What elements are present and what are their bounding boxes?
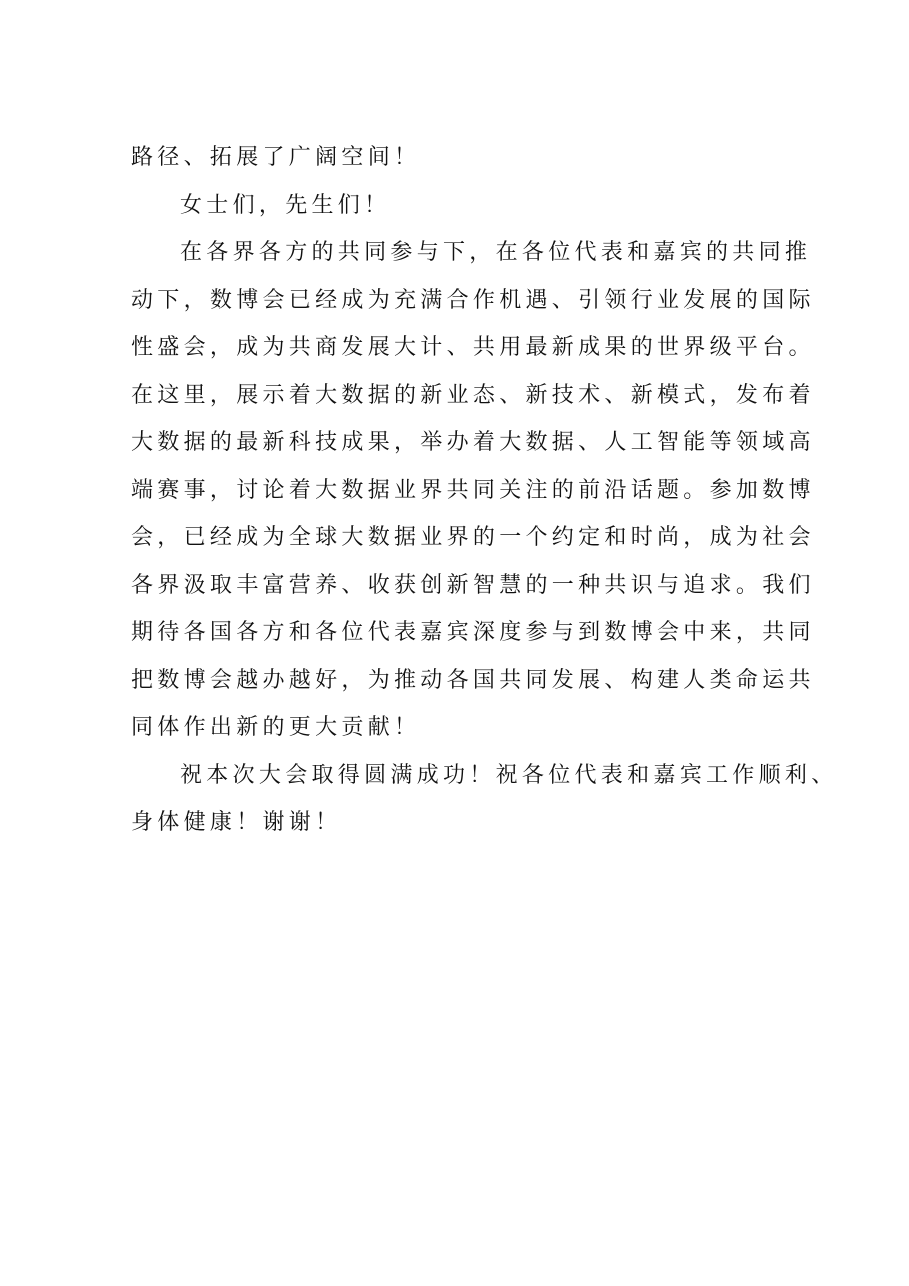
text-line: 大数据的最新科技成果，举办着大数据、人工智能等领域高 [131,430,815,455]
text-line: 会，已经成为全球大数据业界的一个约定和时尚，成为社会 [131,525,815,550]
text-line: 把数博会越办越好，为推动各国共同发展、构建人类命运共 [131,667,815,693]
text-line: 期待各国各方和各位代表嘉宾深度参与到数博会中来，共同 [131,620,815,645]
text-line: 动下，数博会已经成为充满合作机遇、引领行业发展的国际 [131,287,815,313]
text-line: 女士们，先生们！ [180,192,391,218]
document-body [131,134,838,847]
text-line: 祝本次大会取得圆满成功！祝各位代表和嘉宾工作顺利、 [180,762,838,788]
text-line: 端赛事，讨论着大数据业界共同关注的前沿话题。参加数博 [131,477,815,503]
text-line: 路径、拓展了广阔空间！ [131,145,421,170]
text-line: 各界汲取丰富营养、收获创新智慧的一种共识与追求。我们 [131,572,815,598]
text-line: 同体作出新的更大贡献！ [131,715,421,740]
text-line: 身体健康！谢谢！ [131,810,342,835]
text-line: 在各界各方的共同参与下，在各位代表和嘉宾的共同推 [180,240,812,265]
text-line: 性盛会，成为共商发展大计、共用最新成果的世界级平台。 [131,335,815,360]
text-line: 在这里，展示着大数据的新业态、新技术、新模式，发布着 [131,382,815,408]
